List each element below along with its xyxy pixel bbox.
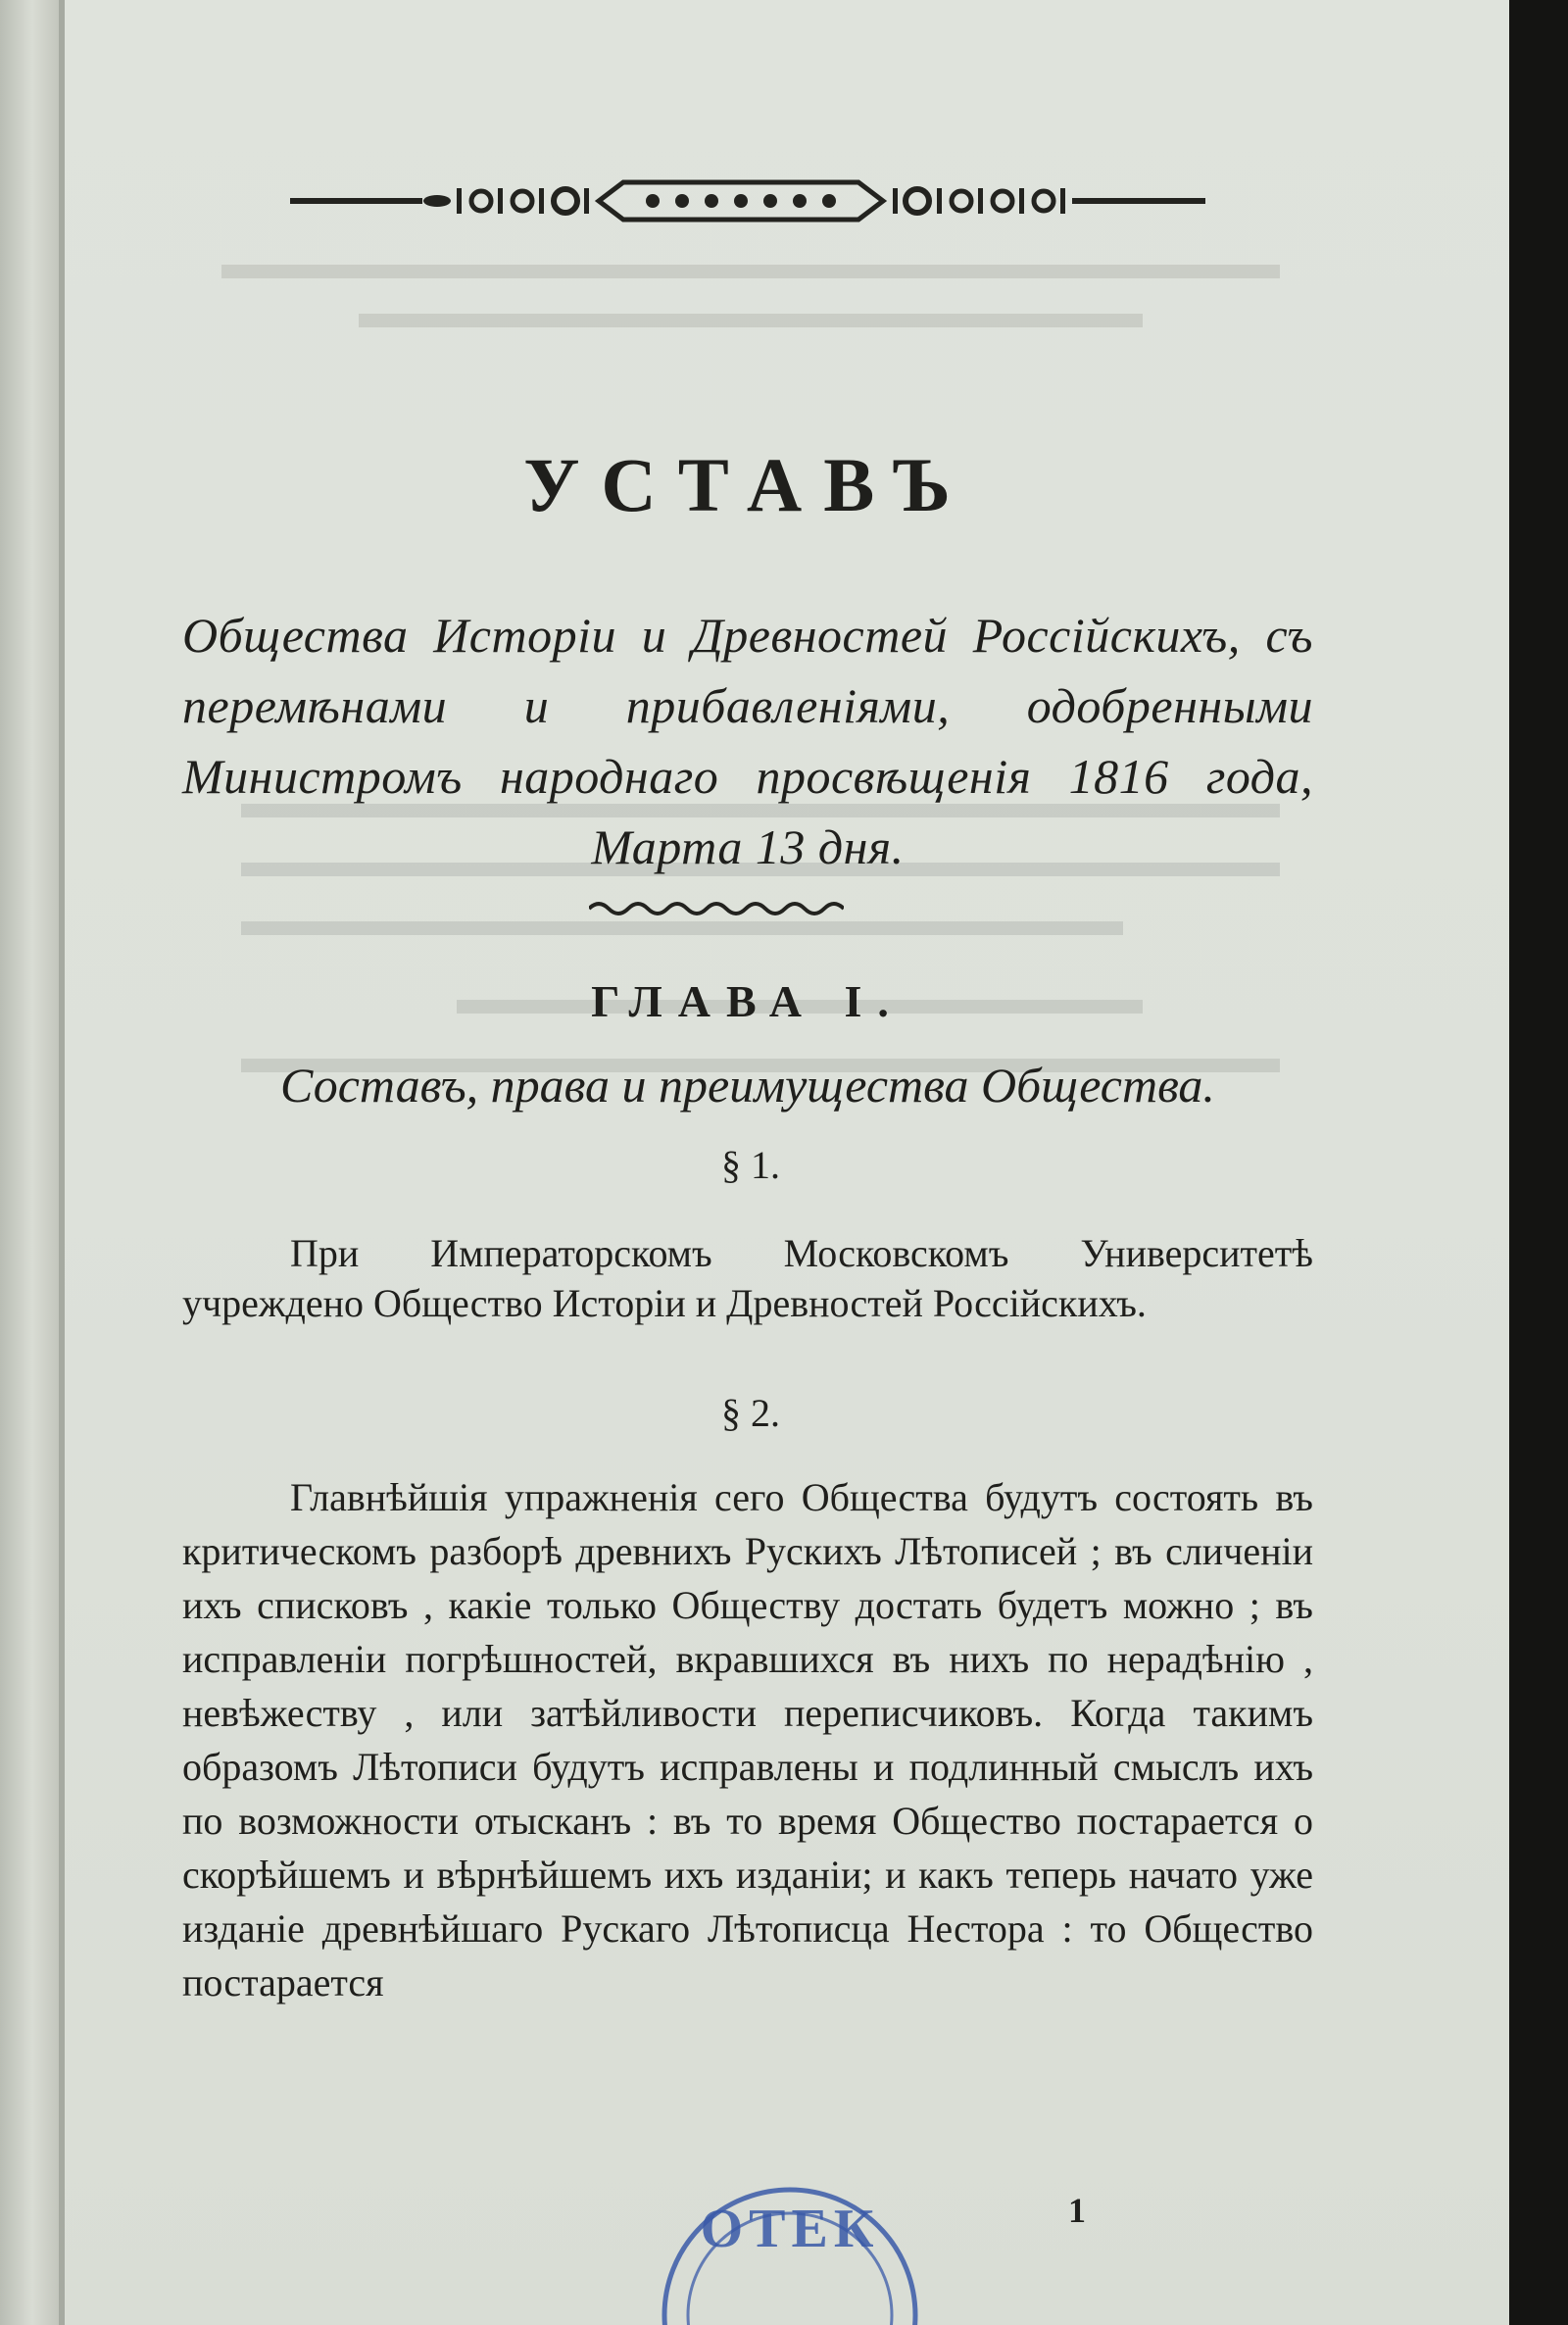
header-ornament [290,174,1205,227]
section-mark-2: § 2. [721,1391,780,1435]
section-mark-1: § 1. [721,1143,780,1187]
book-binding [0,0,59,2325]
stamp-text: ОТЕК [700,2199,880,2259]
scan-border [1509,0,1568,2325]
document-subtitle: Общества Исторіи и Древностей Россійскихъ, съ перемѣнами и прибавленіями, одобренными Министромъ народнаго просвѣщенія 1816 года, Марта 13 дня. [182,608,1313,874]
page-number: 1 [1068,2191,1086,2230]
document-page [65,0,1509,2325]
document-title: УСТАВЪ [523,442,972,527]
section-text-2: Главнѣйшія упражненія сего Общества будутъ состоять въ критическомъ разборѣ древнихъ Рускихъ Лѣтописей ; въ сличеніи ихъ списковъ , какіе только Обществу достать будетъ можно ; въ исправленіи погрѣшностей, вкравшихся въ нихъ по нерадѣнію , невѣжеству , или затѣйливости переписчиковъ. Когда такимъ образомъ Лѣтописи будутъ исправлены и подлинный смыслъ ихъ по возможности отысканъ : въ то время Общество постарается о скорѣйшемъ и вѣрнѣйшемъ ихъ изданіи; и какъ теперь начато уже изданіе древнѣйшаго Рускаго Лѣтописца Нестора : то Общество постарается [182,1475,1313,2004]
wave-divider [589,894,844,923]
chapter-subtitle: Составъ, права и преимущества Общества. [280,1058,1215,1113]
section-text-1: При Императорскомъ Московскомъ Университетѣ учреждено Общество Исторіи и Древностей Россійскихъ. [182,1231,1313,1325]
library-stamp [653,2168,927,2325]
chapter-heading: ГЛАВА I. [591,976,905,1026]
